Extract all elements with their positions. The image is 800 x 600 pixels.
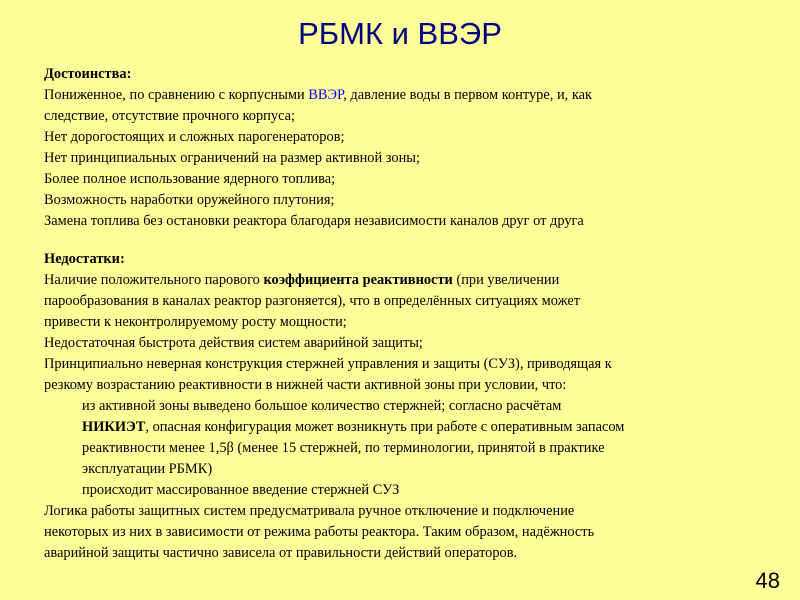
disadvantage-text: (при увеличении — [452, 272, 560, 288]
disadvantage-line-5: Принципиально неверная конструкция стержней управления и защиты (СУЗ), приводящая к — [44, 356, 612, 372]
condition-line-1: из активной зоны выведено большое количество стержней; согласно расчётам — [82, 398, 562, 414]
reactivity-coefficient-term: коэффициента реактивности — [263, 272, 453, 288]
slide-title: РБМК и ВВЭР — [298, 16, 502, 51]
disadvantage-line-3: привести к неконтролируемому росту мощности; — [44, 314, 347, 330]
disadvantages-section — [44, 249, 764, 564]
advantage-text: Пониженное, по сравнению с корпусными — [44, 87, 309, 103]
condition-line-4: эксплуатации РБМК) — [82, 461, 213, 477]
disadvantage-line-9: аварийной защиты частично зависела от правильности действий операторов. — [44, 545, 518, 561]
advantage-line-4: Нет принципиальных ограничений на размер активной зоны; — [44, 150, 420, 166]
nikiet-term: НИКИЭТ — [82, 419, 146, 435]
advantage-line-3: Нет дорогостоящих и сложных парогенераторов; — [44, 129, 345, 145]
advantage-text: , давление воды в первом контуре, и, как — [343, 87, 592, 103]
advantage-line-1 — [44, 85, 764, 106]
condition-text: , опасная конфигурация может возникнуть при работе с оперативным запасом — [145, 419, 625, 435]
advantages-heading: Достоинства: — [44, 66, 132, 82]
disadvantage-line-7: Логика работы защитных систем предусматривала ручное отключение и подключение — [44, 503, 575, 519]
vver-link[interactable]: ВВЭР — [308, 87, 344, 103]
disadvantage-line-2: парообразования в каналах реактор разгоняется), что в определённых ситуациях может — [44, 293, 581, 309]
disadvantages-heading: Недостатки: — [44, 251, 125, 267]
advantage-line-6: Возможность наработки оружейного плутония; — [44, 192, 335, 208]
disadvantage-line-4: Недостаточная быстрота действия систем аварийной защиты; — [44, 335, 423, 351]
advantage-line-7: Замена топлива без остановки реактора благодаря независимости каналов друг от друга — [44, 213, 584, 229]
advantage-line-5: Более полное использование ядерного топлива; — [44, 171, 336, 187]
page-number: 48 — [755, 568, 780, 593]
condition-line-5: происходит массированное введение стержней СУЗ — [82, 482, 400, 498]
disadvantage-line-8: некоторых из них в зависимости от режима работы реактора. Таким образом, надёжность — [44, 524, 595, 540]
disadvantage-line-6: резкому возрастанию реактивности в нижней части активной зоны при условии, что: — [44, 377, 567, 393]
disadvantage-text: Наличие положительного парового — [44, 272, 264, 288]
condition-line-3: реактивности менее 1,5β (менее 15 стержней, по терминологии, принятой в практике — [82, 440, 605, 456]
condition-line-2 — [44, 417, 764, 438]
disadvantage-line-1 — [44, 270, 764, 291]
advantages-section — [44, 64, 764, 232]
advantage-line-2: следствие, отсутствие прочного корпуса; — [44, 108, 296, 124]
